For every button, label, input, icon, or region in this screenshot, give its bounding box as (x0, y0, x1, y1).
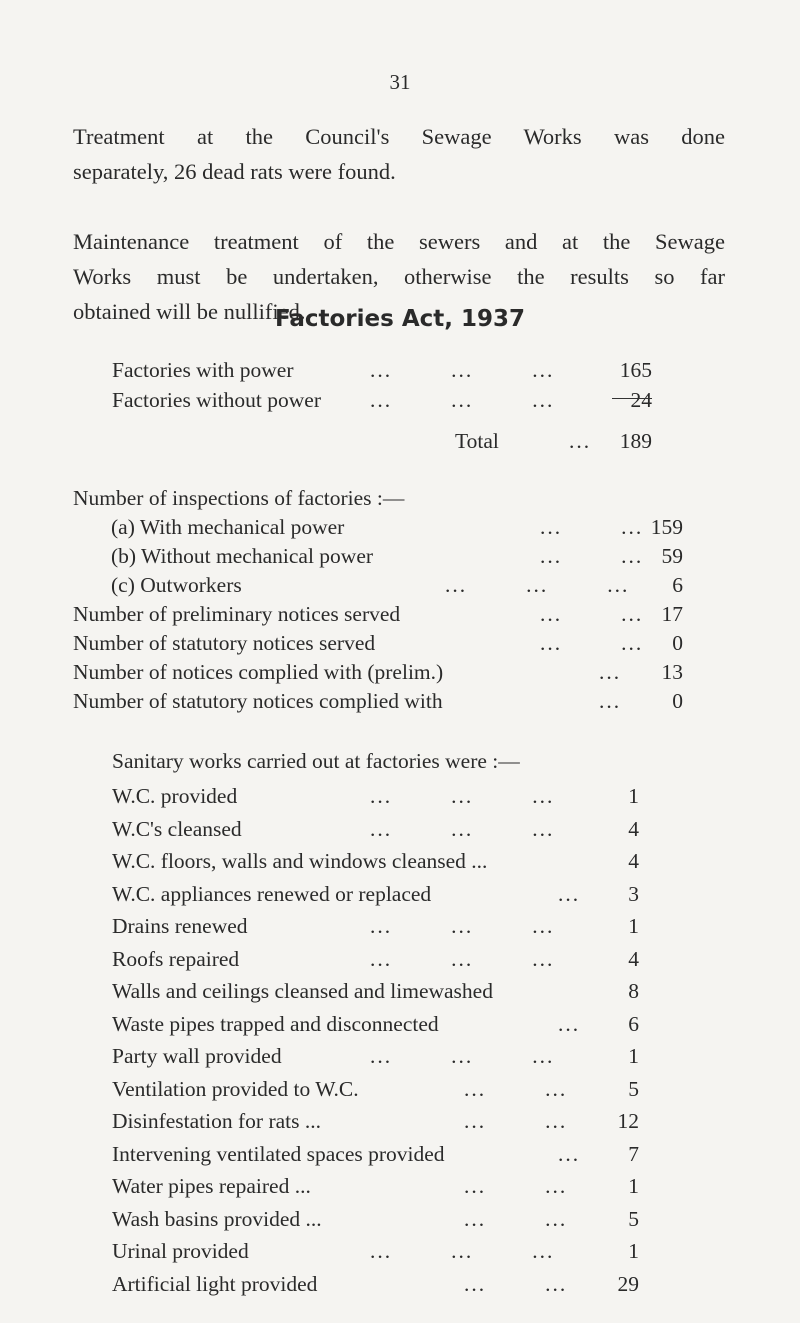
row-value: 0 (672, 689, 683, 713)
sanitary-row (112, 1009, 639, 1039)
sanitary-row (112, 944, 639, 974)
row-value: 4 (628, 816, 639, 841)
leader-dots: ... ... ... (445, 573, 630, 597)
leader-dots: ... (569, 429, 592, 453)
row-value: 5 (628, 1206, 639, 1231)
row-label: W.C's cleansed (112, 816, 242, 841)
row-label: Intervening ventilated spaces provided (112, 1141, 445, 1166)
sanitary-row (112, 814, 639, 844)
leader-dots: ... (558, 1141, 581, 1166)
notice-row (73, 628, 683, 658)
paragraph-sewage-works (73, 119, 725, 189)
section-heading: Factories Act, 1937 (274, 306, 526, 332)
notice-row (73, 686, 683, 716)
row-label: Number of statutory notices served (73, 631, 376, 655)
sanitary-row (112, 1106, 639, 1136)
row-label: Roofs repaired (112, 946, 240, 971)
paragraph-line: Works must be undertaken, otherwise the results so far (73, 264, 725, 289)
row-value: 1 (628, 1174, 639, 1198)
leader-dots: ... (558, 881, 581, 906)
row-value: 13 (661, 660, 683, 684)
factories-row (112, 385, 652, 415)
leader-dots: ... ... (464, 1271, 568, 1296)
sanitary-row (112, 911, 639, 941)
row-value: 159 (650, 515, 683, 539)
row-value: 1 (628, 914, 639, 938)
inspection-row (73, 541, 683, 571)
leader-dots: ... ... (464, 1109, 568, 1133)
row-label: Water pipes repaired ... (112, 1174, 311, 1198)
leader-dots: ... ... ... (370, 1044, 555, 1068)
leader-dots: ... ... (540, 544, 644, 568)
sanitary-row (112, 1074, 639, 1104)
row-value: 1 (628, 1044, 639, 1068)
leader-dots: ... ... ... (370, 388, 555, 412)
page-number: 31 (389, 70, 411, 94)
row-value: 6 (672, 573, 683, 597)
leader-dots: ... ... (464, 1206, 568, 1231)
row-label: Artificial light provided (112, 1271, 318, 1296)
leader-dots: ... ... ... (370, 1239, 555, 1263)
paragraph-line: obtained will be nullified. (73, 299, 306, 324)
row-label: Walls and ceilings cleansed and limewashed (112, 979, 493, 1003)
paragraph-line: separately, 26 dead rats were found. (73, 159, 396, 184)
paragraph-line: Maintenance treatment of the sewers and at the Sewage (73, 229, 725, 254)
row-label: Sanitary works carried out at factories were :— (112, 749, 520, 773)
leader-dots: ... ... (540, 602, 644, 626)
sanitary-row (112, 1171, 639, 1201)
row-label: Urinal provided (112, 1239, 249, 1263)
row-value: 8 (628, 979, 639, 1003)
row-value: 1 (628, 784, 639, 808)
sanitary-row (112, 781, 639, 811)
inspections-heading (73, 483, 683, 513)
leader-dots: ... ... ... (370, 914, 555, 938)
row-label: Number of preliminary notices served (73, 602, 401, 626)
leader-dots: ... ... (464, 1076, 568, 1101)
row-label: (a) With mechanical power (111, 515, 345, 539)
sanitary-row (112, 846, 639, 876)
paragraph-line: Treatment at the Council's Sewage Works was done (73, 124, 725, 149)
sanitary-row (112, 1041, 639, 1071)
leader-dots: ... ... ... (370, 358, 555, 382)
row-value: 165 (619, 358, 652, 382)
row-value: 12 (617, 1109, 639, 1133)
row-label: Number of statutory notices complied with (73, 689, 443, 713)
row-label: W.C. floors, walls and windows cleansed ... (112, 849, 488, 873)
notice-row (73, 657, 683, 687)
leader-dots: ... ... (540, 631, 644, 655)
row-value: 5 (628, 1076, 639, 1101)
row-label: (b) Without mechanical power (111, 544, 374, 568)
row-label: Number of inspections of factories :— (73, 486, 405, 510)
total-rule (612, 398, 652, 399)
leader-dots: ... ... (464, 1174, 568, 1198)
row-value: 0 (672, 631, 683, 655)
inspection-row (73, 570, 683, 600)
sanitary-row (112, 1269, 639, 1299)
sanitary-row (112, 1139, 639, 1169)
row-value: 6 (628, 1011, 639, 1036)
row-value: 7 (628, 1141, 639, 1166)
row-label: Waste pipes trapped and disconnected (112, 1011, 439, 1036)
row-label: Factories with power (112, 358, 294, 382)
row-label: W.C. appliances renewed or replaced (112, 881, 432, 906)
row-label: Disinfestation for rats ... (112, 1109, 321, 1133)
notice-row (73, 599, 683, 629)
row-label: W.C. provided (112, 784, 238, 808)
total-label: Total (455, 429, 499, 453)
total-value: 189 (619, 429, 652, 453)
inspection-row (73, 512, 683, 542)
row-label: Ventilation provided to W.C. (112, 1076, 359, 1101)
leader-dots: ... ... (540, 515, 644, 539)
total-row (112, 426, 652, 456)
sanitary-row (112, 879, 639, 909)
row-value: 24 (630, 388, 652, 412)
row-label: Factories without power (112, 388, 321, 412)
row-value: 17 (661, 602, 683, 626)
sanitary-row (112, 1236, 639, 1266)
leader-dots: ... ... ... (370, 816, 555, 841)
leader-dots: ... ... ... (370, 946, 555, 971)
row-label: Wash basins provided ... (112, 1206, 322, 1231)
row-label: Party wall provided (112, 1044, 282, 1068)
row-label: Number of notices complied with (prelim.) (73, 660, 444, 684)
leader-dots: ... (599, 660, 622, 684)
row-value: 4 (628, 946, 639, 971)
leader-dots: ... (558, 1011, 581, 1036)
factories-row (112, 355, 652, 385)
row-value: 1 (628, 1239, 639, 1263)
row-label: (c) Outworkers (111, 573, 242, 597)
row-value: 3 (628, 881, 639, 906)
row-label: Drains renewed (112, 914, 248, 938)
row-value: 29 (617, 1271, 639, 1296)
row-value: 4 (628, 849, 639, 873)
sanitary-row (112, 1204, 639, 1234)
sanitary-row (112, 976, 639, 1006)
leader-dots: ... (599, 689, 622, 713)
row-value: 59 (661, 544, 683, 568)
sanitary-heading (112, 746, 652, 776)
leader-dots: ... ... ... (370, 784, 555, 808)
